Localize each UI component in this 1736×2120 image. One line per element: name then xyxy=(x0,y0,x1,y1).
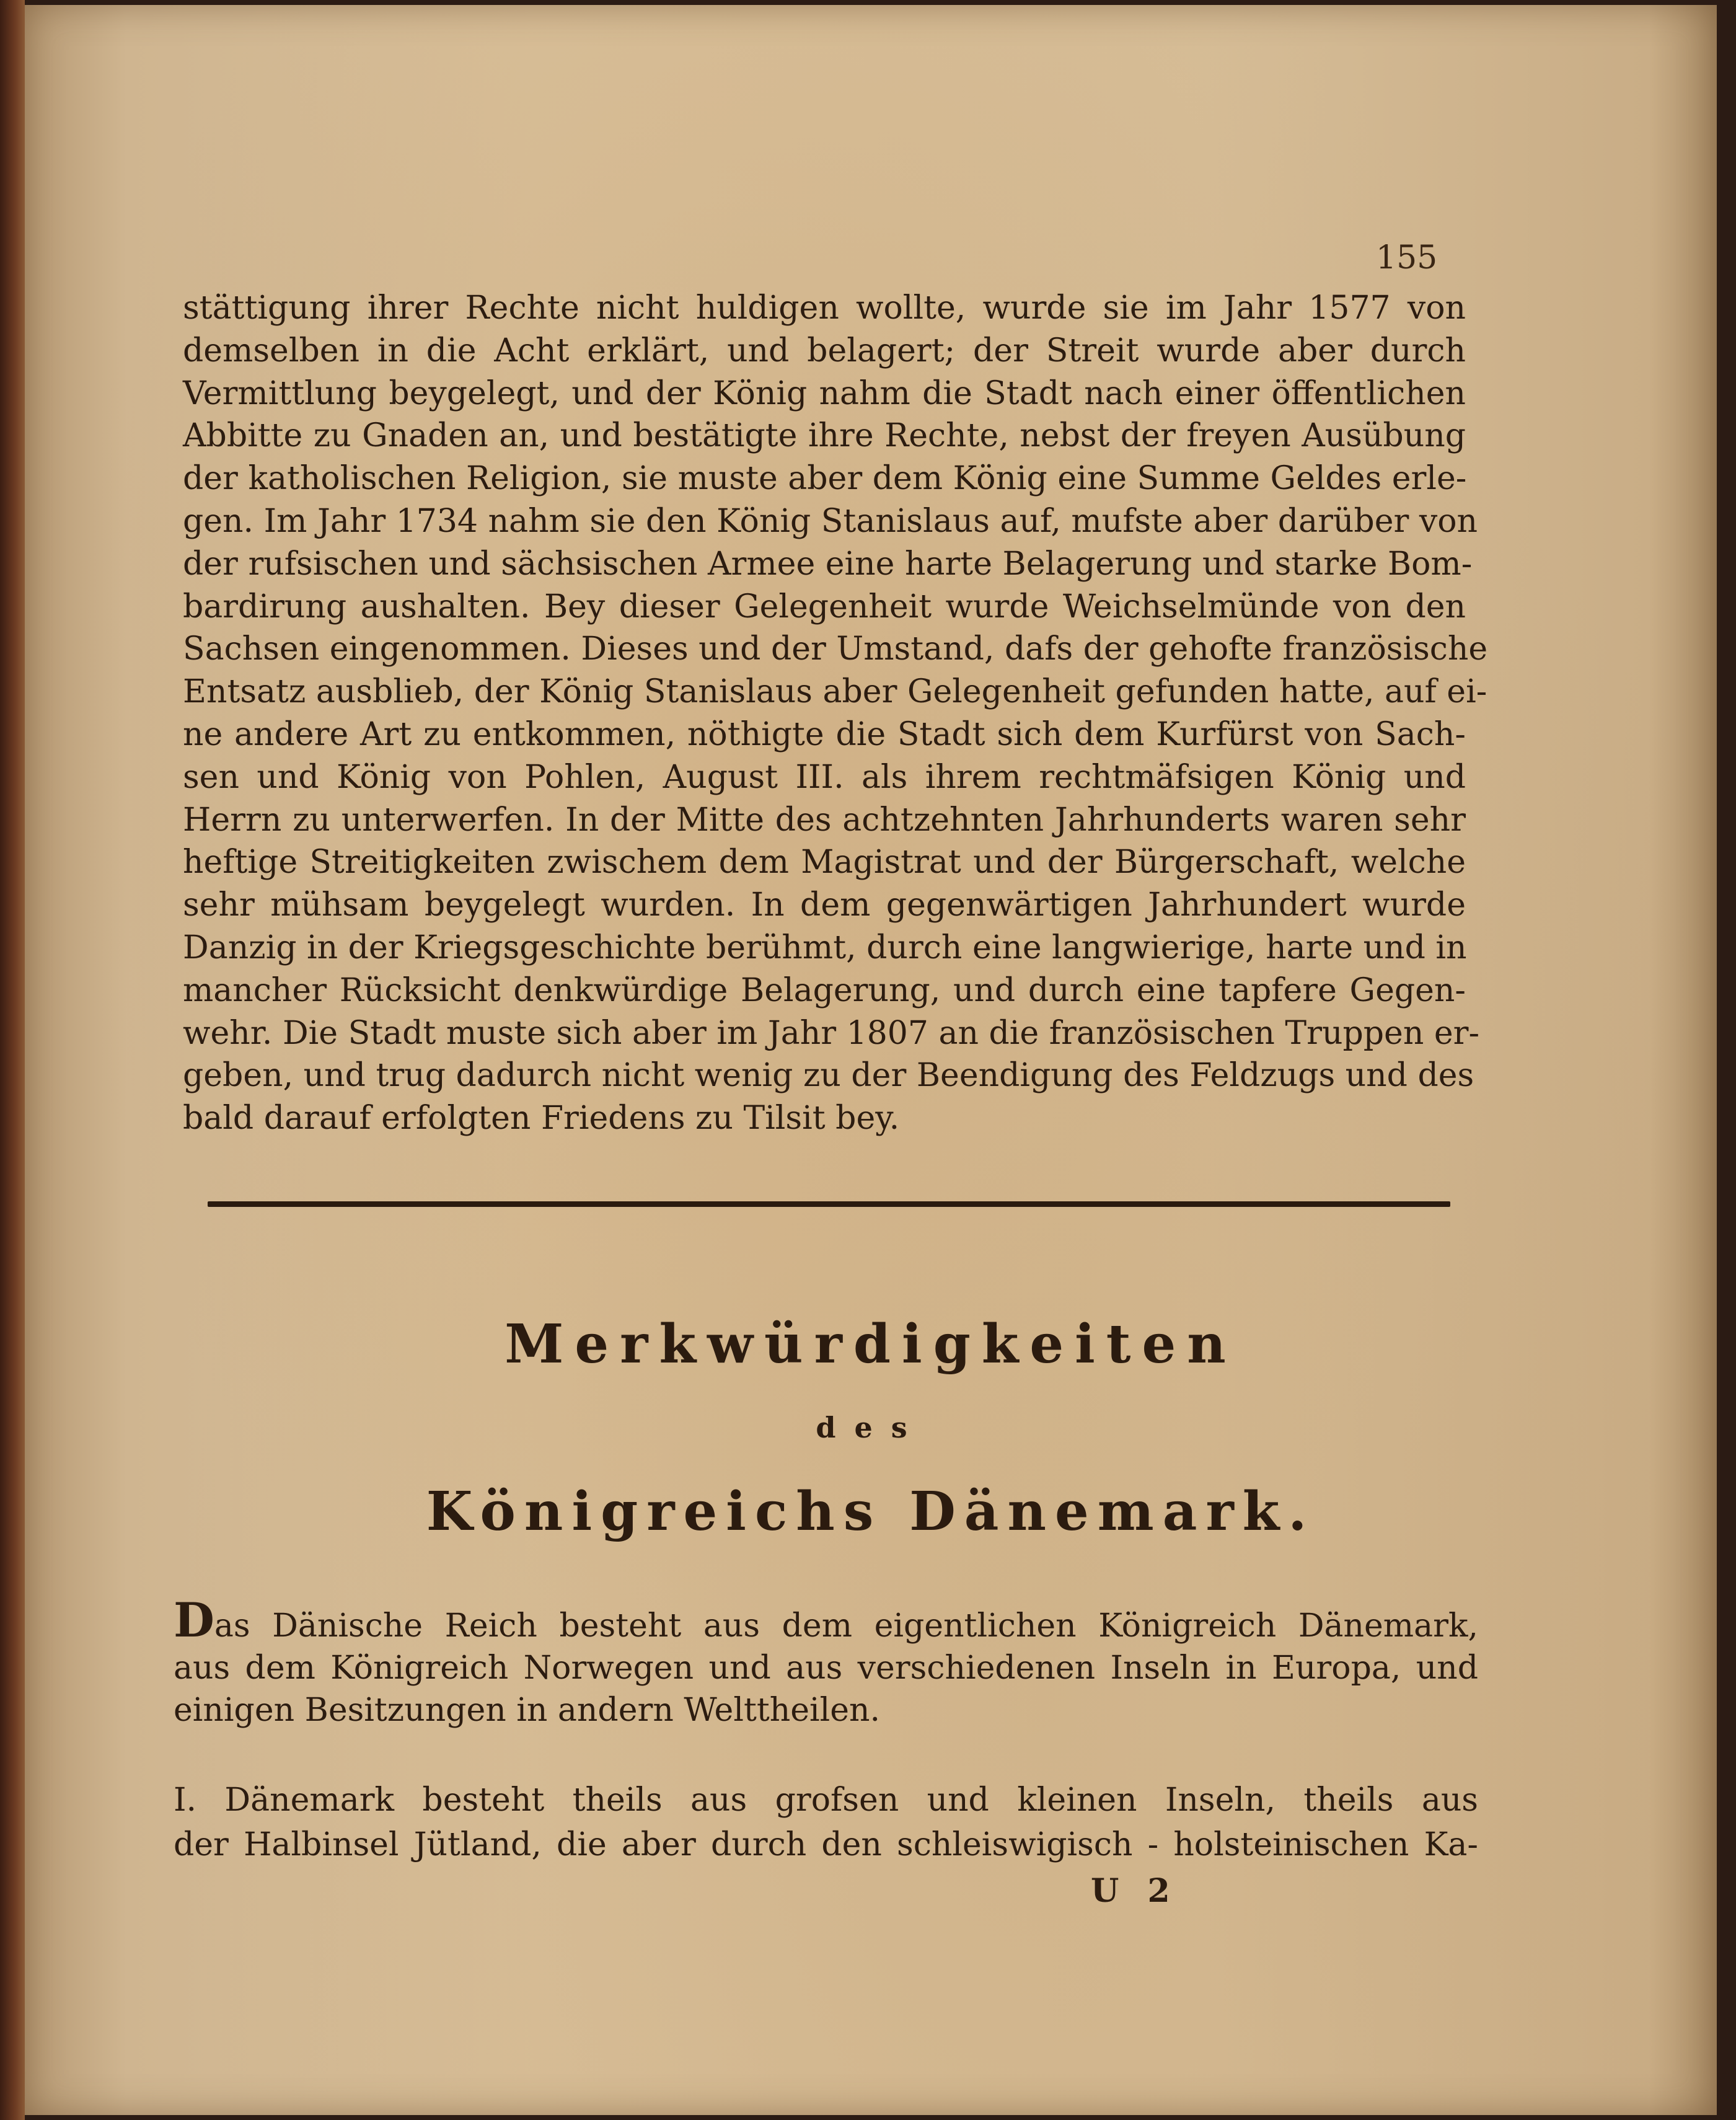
text-line: Entsatz ausblieb, der König Stanislaus aber Gelegenheit gefunden hatte, auf ei- xyxy=(183,673,1487,711)
text-line: heftige Streitigkeiten zwischem dem Magistrat und der Bürgerschaft, welche xyxy=(183,844,1466,881)
text-line: sen und König von Pohlen, August III. als ihrem rechtmäfsigen König und xyxy=(183,758,1466,796)
section-1-paragraph xyxy=(174,1778,1478,1867)
section-subtitle: Königreichs Dänemark. xyxy=(426,1480,1316,1543)
text-line: einigen Besitzungen in andern Welttheilen. xyxy=(174,1692,881,1729)
text-line: der Halbinsel Jütland, die aber durch den schleiswigisch - holsteinischen Ka- xyxy=(174,1826,1478,1863)
text-line: der katholischen Religion, sie muste aber dem König eine Summe Geldes erle- xyxy=(183,460,1467,498)
text-line: aus dem Königreich Norwegen und aus verschiedenen Inseln in Europa, und xyxy=(174,1650,1478,1687)
drop-cap: D xyxy=(174,1592,214,1648)
text-line: Sachsen eingenommen. Dieses und der Umstand, dafs der gehofte französische xyxy=(183,630,1488,668)
main-paragraph xyxy=(183,287,1488,1140)
text-line: sehr mühsam beygelegt wurden. In dem gegenwärtigen Jahrhundert wurde xyxy=(183,886,1466,924)
text-line: Vermittlung beygelegt, und der König nahm die Stadt nach einer öffentlichen xyxy=(183,374,1466,412)
text-line: Danzig in der Kriegsgeschichte berühmt, durch eine langwierige, harte und in xyxy=(183,929,1467,966)
book-page xyxy=(25,5,1717,2115)
book-spine xyxy=(0,0,25,2120)
page-number: 155 xyxy=(1376,239,1438,276)
section-title: Merkwürdigkeiten xyxy=(504,1313,1237,1376)
text-line: bardirung aushalten. Bey dieser Gelegenheit wurde Weichselmünde von den xyxy=(183,588,1466,625)
section-title-connector: des xyxy=(816,1411,926,1444)
text-line: der rufsischen und sächsischen Armee eine harte Belagerung und starke Bom- xyxy=(183,545,1473,583)
text-line: gen. Im Jahr 1734 nahm sie den König Stanislaus auf, mufste aber darüber von xyxy=(183,502,1478,540)
text-line: wehr. Die Stadt muste sich aber im Jahr 1807 an die französischen Truppen er- xyxy=(183,1014,1480,1052)
section-divider-rule xyxy=(208,1201,1450,1207)
text-line: Abbitte zu Gnaden an, und bestätigte ihre Rechte, nebst der freyen Ausübung xyxy=(183,417,1466,455)
text-line: ne andere Art zu entkommen, nöthigte die Stadt sich dem Kurfürst von Sach- xyxy=(183,715,1466,753)
text-line: Herrn zu unterwerfen. In der Mitte des achtzehnten Jahrhunderts waren sehr xyxy=(183,801,1466,839)
text-line: geben, und trug dadurch nicht wenig zu der Beendigung des Feldzugs und des xyxy=(183,1057,1474,1095)
signature-mark: U 2 xyxy=(1091,1872,1179,1910)
text-line: I. Dänemark besteht theils aus grofsen und kleinen Inseln, theils aus xyxy=(174,1782,1478,1819)
text-line: demselben in die Acht erklärt, und belagert; der Streit wurde aber durch xyxy=(183,332,1466,369)
intro-paragraph xyxy=(174,1592,1478,1731)
text-line: mancher Rücksicht denkwürdige Belagerung, und durch eine tapfere Gegen- xyxy=(183,971,1466,1009)
text-line: stättigung ihrer Rechte nicht huldigen wollte, wurde sie im Jahr 1577 von xyxy=(183,289,1466,327)
text-line xyxy=(174,1592,1478,1648)
text-line: bald darauf erfolgten Friedens zu Tilsit bey. xyxy=(183,1100,900,1137)
text-line-rest: as Dänische Reich besteht aus dem eigentlichen Königreich Dänemark, xyxy=(214,1607,1478,1645)
